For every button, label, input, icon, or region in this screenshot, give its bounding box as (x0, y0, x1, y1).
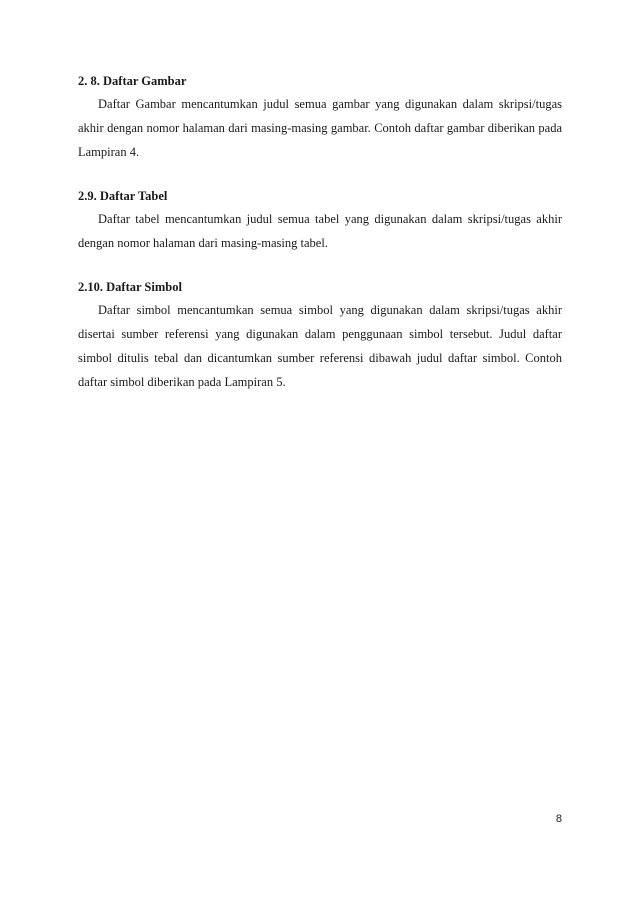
section-paragraph: Daftar tabel mencantumkan judul semua tabel yang digunakan dalam skripsi/tugas akhir dengan nomor halaman dari masing-masing tabel. (78, 212, 562, 250)
section-paragraph: Daftar simbol mencantumkan semua simbol yang digunakan dalam skripsi/tugas akhir disertai sumber referensi yang digunakan dalam penggunaan simbol tersebut. Judul daftar simbol ditulis tebal dan dicantumkan sumber referensi dibawah judul daftar simbol. Contoh daftar simbol diberikan pada Lampiran 5. (78, 303, 562, 389)
page-number: 8 (555, 813, 562, 825)
section-daftar-simbol (78, 276, 562, 394)
section-heading: 2.10. Daftar Simbol (78, 280, 182, 294)
section-heading: 2.9. Daftar Tabel (78, 189, 168, 203)
section-daftar-gambar (78, 70, 562, 164)
section-daftar-tabel (78, 185, 562, 255)
section-paragraph: Daftar Gambar mencantumkan judul semua gambar yang digunakan dalam skripsi/tugas akhir dengan nomor halaman dari masing-masing gambar. Contoh daftar gambar diberikan pada Lampiran 4. (78, 97, 562, 159)
section-heading: 2. 8. Daftar Gambar (78, 74, 187, 88)
page-content (78, 70, 562, 415)
